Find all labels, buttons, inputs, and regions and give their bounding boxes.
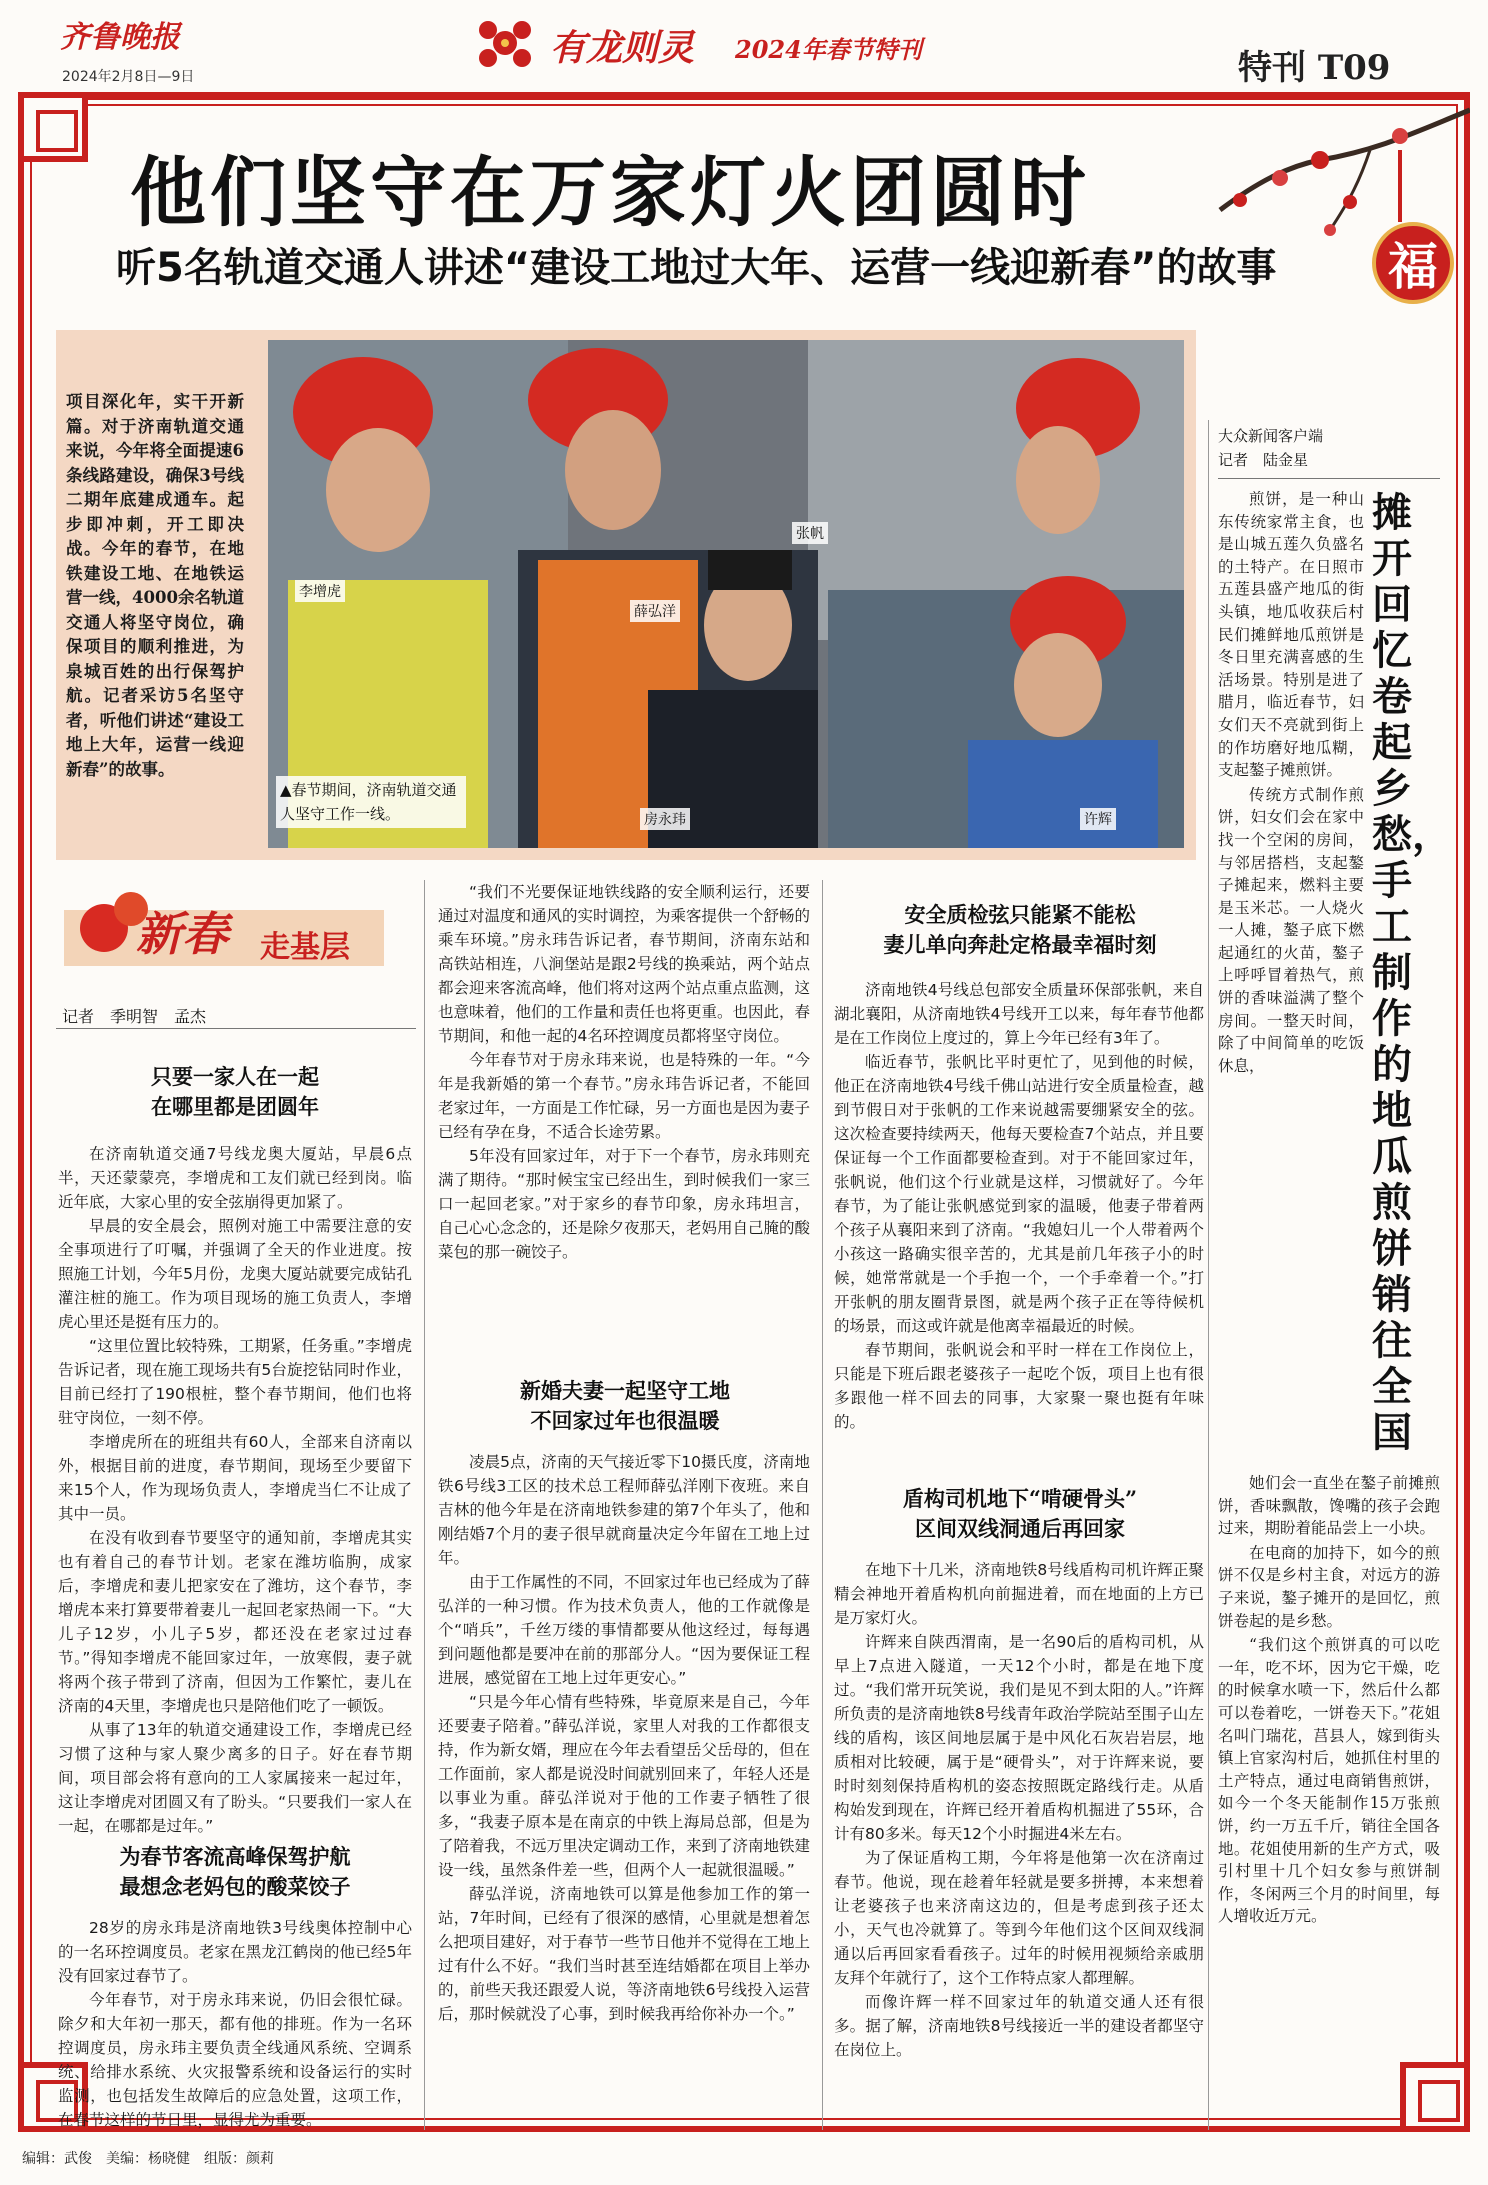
sidebar-headline: 摊开回忆卷起乡愁，手工制作的地瓜煎饼销往全国 (1372, 489, 1452, 1456)
paragraph: 传统方式制作煎饼，妇女们会在家中找一个空闲的房间，与邻居搭档，支起鏊子摊起来，燃料主要是玉米芯。一人烧火一人摊，鏊子底下燃起通红的火苗，鏊子上呼呼冒着热气，煎饼的香味溢满了整个房间。一整天时间，除了中间简单的吃饭休息， (1218, 785, 1364, 1075)
paragraph: 今年春节，对于房永玮来说，仍旧会很忙碌。除夕和大年初一那天，都有他的排班。作为一名环控调度员，房永玮主要负责全线通风系统、空调系统、给排水系统、火灾报警系统和设备运行的实时监测，也包括发生故障后的应急处置，这项工作，在春节这样的节日里，显得尤为重要。 (58, 1991, 412, 2129)
section-title-line: 盾构司机地下“啃硬骨头” (902, 1486, 1138, 1511)
byline-rule (56, 1028, 416, 1029)
section-title-line: 在哪里都是团圆年 (151, 1094, 319, 1119)
page-number: 特刊 T09 (1238, 48, 1391, 88)
paragraph: 5年没有回家过年，对于下一个春节，房永玮则充满了期待。“那时候宝宝已经出生，到时候我们一家三口一起回老家。”对于家乡的春节印象，房永玮坦言，自己心心念念的，还是除夕夜那天，老妈用自己腌的酸菜包的那一碗饺子。 (438, 1147, 811, 1261)
paragraph: 由于工作属性的不同，不回家过年也已经成为了薛弘洋的一种习惯。作为技术负责人，他的工作就像是个“哨兵”，千丝万缕的事情都要从他这经过，每每遇到问题他都是要冲在前的那部分人。“因为要保证工程进展，感觉留在工地上过年更安心。” (438, 1573, 811, 1687)
corner-ornament (18, 92, 88, 162)
lead-paragraph: 项目深化年，实干开新篇。对于济南轨道交通来说，今年将全面提速6条线路建设，确保3号线二期年底建成通车。起步即冲刺，开工即决战。今年的春节，在地铁建设工地、在地铁运营一线，4000余名轨道交通人将坚守岗位，确保项目的顺利推进，为泉城百姓的出行保驾护航。记者采访5名坚守者，听他们讲述“建设工地上大年，运营一线迎新春”的故事。 (66, 392, 244, 779)
column-1 (58, 1142, 412, 1838)
paragraph: 许辉来自陕西渭南，是一名90后的盾构司机，从早上7点进入隧道，一天12个小时，都是在地下度过。“我们常开玩笑说，我们是见不到太阳的人。”许辉所负责的是济南地铁8号线青年政治学院站至围子山左线的盾构，该区间地层属于是中风化石灰岩岩层，地质相对比较硬，属于是“硬骨头”，对于许辉来说，要时时刻刻保持盾构机的姿态按照既定路线行走。从盾构始发到现在，许辉已经开着盾构机掘进了55环，合计有80多米。每天12个小时掘进4米左右。 (834, 1633, 1204, 1843)
special-issue-banner (470, 8, 990, 78)
masthead-logo: 齐鲁晚报 (60, 20, 180, 55)
section-title (60, 1062, 410, 1122)
issue-date: 2024年2月8日—9日 (62, 69, 195, 85)
section-title-line: 只要一家人在一起 (151, 1064, 319, 1089)
page-headline: 他们坚守在万家灯火团圆时 (130, 148, 1090, 237)
column-2-lower (438, 1450, 810, 2026)
sidebar-body (1218, 488, 1364, 1079)
sidebar-body-wide (1218, 1472, 1440, 1930)
paragraph: 为了保证盾构工期，今年将是他第一次在济南过春节。他说，现在趁着年轻就是要多拼搏，本来想着让老婆孩子也来济南这边的，但是考虑到孩子还太小，天气也冷就算了。等到今年他们这个区间双线洞通以后再回家看看孩子。过年的时候用视频给亲戚朋友拜个年就行了，这个工作特点家人都理解。 (834, 1849, 1204, 1987)
photo-illustration (268, 340, 1184, 848)
paragraph: 济南地铁4号线总包部安全质量环保部张帆，来自湖北襄阳，从济南地铁4号线开工以来，每年春节他都是在工作岗位上度过的，算上今年已经有3年了。 (834, 981, 1204, 1047)
paragraph: 她们会一直坐在鏊子前摊煎饼，香味飘散，馋嘴的孩子会跑过来，期盼着能品尝上一小块。 (1218, 1474, 1440, 1538)
paragraph: “只是今年心情有些特殊，毕竟原来是自己，今年还要妻子陪着。”薛弘洋说，家里人对我的工作都很支持，作为新女婿，理应在今年去看望岳父岳母的，但在工作面前，家人都是说没时间就别回来了，年轻人还是以事业为重。薛弘洋说对于他的工作妻子牺牲了很多，“我妻子原本是在南京的中铁上海局总部，但是为了陪着我，不远万里决定调动工作，来到了济南地铁建设一线，虽然条件差一些，但两个人一起就很温暖。” (438, 1693, 811, 1879)
sidebar-reporter: 记者 陆金星 (1218, 451, 1309, 469)
sidebar-rule (1218, 478, 1440, 479)
lantern-string (1398, 150, 1402, 222)
paragraph: 薛弘洋说，济南地铁可以算是他参加工作的第一站，7年时间，已经有了很深的感情，心里就是想着怎么把项目建好，对于春节一些节日他并不觉得在工地上过有什么不好。“我们当时甚至连结婚都在项目上举办的，前些天我还跟爱人说，等济南地铁6号线投入运营后，那时候就没了心事，到时候我再给你补办一个。” (438, 1885, 811, 2023)
sidebar-source: 大众新闻客户端 (1218, 427, 1324, 445)
banner-title: 有龙则灵 (550, 27, 695, 69)
photo-name-tag: 李增虎 (295, 580, 345, 602)
section-title-line: 为春节客流高峰保驾护航 (119, 1844, 351, 1869)
section-title-line: 安全质检弦只能紧不能松 (904, 902, 1136, 927)
paragraph: “这里位置比较特殊，工期紧，任务重。”李增虎告诉记者，现在施工现场共有5台旋挖钻同时作业，目前已经打了190根桩，整个春节期间，他们也将驻守岗位，一刻不停。 (58, 1337, 412, 1427)
paragraph: 从事了13年的轨道交通建设工作，李增虎已经习惯了这种与家人聚少离多的日子。好在春节期间，项目部会将有意向的工人家属接来一起过年，这让李增虎对团圆又有了盼头。“只要我们一家人在一起，在哪都是过年。” (58, 1721, 412, 1835)
paragraph: 在电商的加持下，如今的煎饼不仅是乡村主食，对远方的游子来说，鏊子摊开的是回忆，煎饼卷起的是乡愁。 (1218, 1543, 1440, 1630)
section-title (60, 1842, 410, 1902)
photo-caption: ▲春节期间，济南轨道交通人坚守工作一线。 (276, 776, 466, 828)
plum-flower-icon (470, 12, 540, 74)
paragraph: 在济南轨道交通7号线龙奥大厦站，早晨6点半，天还蒙蒙亮，李增虎和工友们就已经到岗。临近年底，大家心里的安全弦崩得更加紧了。 (58, 1145, 412, 1211)
page-subheadline: 听5名轨道交通人讲述“建设工地过大年、运营一线迎新春”的故事 (116, 245, 1277, 291)
paragraph: 在地下十几米，济南地铁8号线盾构司机许辉正聚精会神地开着盾构机向前掘进着，而在地面的上方已是万家灯火。 (834, 1561, 1204, 1627)
sidebar-byline (1218, 424, 1323, 472)
paragraph: 春节期间，张帆说会和平时一样在工作岗位上，只能是下班后跟老婆孩子一起吃个饭，项目上也有很多跟他一样不回去的同事，大家聚一聚也挺有年味的。 (834, 1341, 1204, 1431)
section-title-line: 新婚夫妻一起坚守工地 (520, 1378, 730, 1403)
paragraph: 28岁的房永玮是济南地铁3号线奥体控制中心的一名环控调度员。老家在黑龙江鹤岗的他已经5年没有回家过春节了。 (58, 1919, 412, 1985)
column-divider (424, 880, 425, 2130)
photo-name-tag: 房永玮 (640, 808, 690, 830)
photo-name-tag: 薛弘洋 (630, 600, 680, 622)
column-divider (1208, 420, 1209, 2130)
section-title (836, 900, 1204, 960)
section-title-line: 不回家过年也很温暖 (530, 1408, 720, 1433)
page-credits: 编辑：武俊 美编：杨晓健 组版：颜莉 (22, 2151, 274, 2167)
banner-subtitle: 2024年春节特刊 (735, 35, 922, 64)
corner-ornament (1400, 2062, 1470, 2132)
column-kicker (64, 888, 384, 976)
paragraph: 凌晨5点，济南的天气接近零下10摄氏度，济南地铁6号线3工区的技术总工程师薛弘洋刚下夜班。来自吉林的他今年是在济南地铁参建的第7个年头了，他和刚结婚7个月的妻子很早就商量决定今年留在工地上过年。 (438, 1453, 810, 1567)
column-3-lower (834, 1558, 1204, 2062)
column-2 (438, 880, 810, 1264)
paragraph: 煎饼，是一种山东传统家常主食，也是山城五莲久负盛名的土特产。在日照市五莲县盛产地瓜的街头镇，地瓜收获后村民们摊鲜地瓜煎饼是冬日里充满喜感的生活场景。特别是进了腊月，临近春节，妇女们天不亮就到街上的作坊磨好地瓜糊，支起鏊子摊煎饼。 (1218, 490, 1364, 780)
section-title (836, 1484, 1204, 1544)
paragraph: 在没有收到春节要坚守的通知前，李增虎其实也有着自己的春节计划。老家在潍坊临朐，成家后，李增虎和妻儿把家安在了潍坊，这个春节，李增虎本来打算要带着妻儿一起回老家热闹一下。“大儿子12岁，小儿子5岁，都还没在老家过过春节。”得知李增虎不能回家过年，一放寒假，妻子就将两个孩子带到了济南，但因为工作繁忙，妻儿在济南的4天里，李增虎也只是陪他们吃了一顿饭。 (58, 1529, 412, 1715)
paragraph: “我们这个煎饼真的可以吃一年，吃不坏，因为它干燥，吃的时候拿水喷一下，然后什么都可以卷着吃，一饼卷天下。”花姐名叫门瑞花，莒县人，嫁到街头镇上官家沟村后，她抓住村里的土产特点，通过电商销售煎饼，如今一个冬天能制作15万张煎饼，约一万五千斤，销往全国各地。花姐使用新的生产方式，吸引村里十几个妇女参与煎饼制作，冬闲两三个月的时间里，每人增收近万元。 (1218, 1636, 1440, 1926)
photo-name-tag: 许辉 (1080, 808, 1116, 830)
section-title-line: 妻儿单向奔赴定格最幸福时刻 (883, 932, 1157, 957)
section-title-line: 区间双线洞通后再回家 (915, 1516, 1125, 1541)
section-title-line: 最想念老妈包的酸菜饺子 (119, 1874, 351, 1899)
column-1-lower (58, 1916, 412, 2132)
paragraph: 早晨的安全晨会，照例对施工中需要注意的安全事项进行了叮嘱，并强调了全天的作业进度。按照施工计划，今年5月份，龙奥大厦站就要完成钻孔灌注桩的施工。作为项目现场的施工负责人，李增虎心里还是挺有压力的。 (58, 1217, 412, 1331)
paragraph: 临近春节，张帆比平时更忙了，见到他的时候，他正在济南地铁4号线千佛山站进行安全质量检查，越到节假日对于张帆的工作来说越需要绷紧安全的弦。这次检查要持续两天，他每天要检查7个站点，并且要保证每一个工作面都要检查到。对于不能回家过年，张帆说，他们这个行业就是这样，习惯就好了。今年春节，为了能让张帆感觉到家的温暖，他妻子带着两个孩子从襄阳来到了济南。“我媳妇儿一个人带着两个小孩这一路确实很辛苦的，尤其是前几年孩子小的时候，她常常就是一个手抱一个，一个手牵着一个。”打开张帆的朋友圈背景图，就是两个孩子正在等待候机的场景，而这或许就是他离幸福最近的时候。 (834, 1053, 1204, 1335)
kicker-word-zoujiceng: 走基层 (260, 930, 350, 965)
section-title (440, 1376, 810, 1436)
article-byline: 记者 季明智 孟杰 (62, 1007, 207, 1026)
paragraph: 今年春节对于房永玮来说，也是特殊的一年。“今年是我新婚的第一个春节。”房永玮告诉记者，不能回老家过年，一方面是工作忙碌，另一方面也是因为妻子已经有孕在身，不适合长途劳累。 (438, 1051, 811, 1141)
paragraph: 而像许辉一样不回家过年的轨道交通人还有很多。据了解，济南地铁8号线接近一半的建设者都坚守在岗位上。 (834, 1993, 1204, 2059)
workers-photo-collage (268, 340, 1184, 848)
column-divider (822, 880, 823, 2130)
fu-badge: 福 (1372, 222, 1454, 304)
paragraph: “我们不光要保证地铁线路的安全顺利运行，还要通过对温度和通风的实时调控，为乘客提供一个舒畅的乘车环境。”房永玮告诉记者，春节期间，济南东站和高铁站相连，八涧堡站是跟2号线的换乘站，两个站点都会迎来客流高峰，他们将对这两个站点重点监测，这也意味着，他们的工作量和责任也将更重。也因此，春节期间，和他一起的4名环控调度员都将坚守岗位。 (438, 883, 811, 1045)
paragraph: 李增虎所在的班组共有60人，全部来自济南以外，根据目前的进度，春节期间，现场至少要留下来15个人，作为现场负责人，李增虎当仁不让成了其中一员。 (58, 1433, 412, 1523)
kicker-word-xinchun: 新春 (136, 907, 228, 961)
column-3 (834, 978, 1204, 1434)
photo-name-tag: 张帆 (792, 522, 828, 544)
